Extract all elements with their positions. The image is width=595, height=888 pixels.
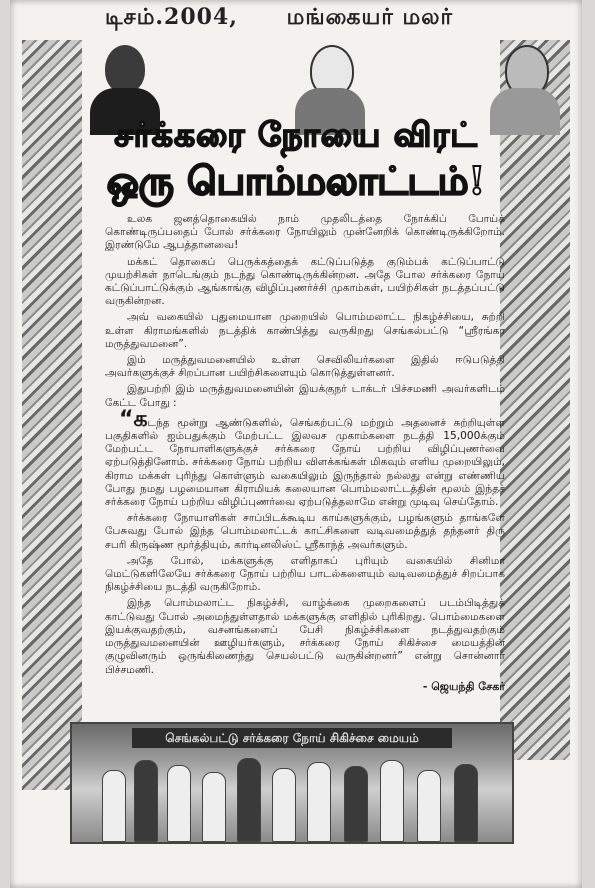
drop-cap: “க	[119, 406, 148, 432]
article-paragraph: இந்த பொம்மலாட்ட நிகழ்ச்சி, வாழ்க்கை முறைகளைப் படம்பிடித்துக் காட்டுவது போல் அமைந்துள்ளதால் மக்களுக்கு எளிதில் புரிகிறது. பொம்மைகளை இயக்குவதற்கும், வசனங்களைப் பேசி நிகழ்ச்சிகளை நடத்துவதற்கும் மருத்துவமனையின் ஊழியர்களும், சர்க்கரை நோய் சிகிச்சை மையத்தின் குழுவினரும் ஒருங்கிணைந்து செயல்பட்டு வருகின்றனர்” என்று சொன்னார் பிச்சமணி.	[105, 597, 505, 676]
photo-person	[202, 772, 226, 842]
photo-person	[102, 770, 126, 842]
quote-paragraph	[105, 406, 505, 509]
article-paragraph: இதுபற்றி இம் மருத்துவமனையின் இயக்குநர் டாக்டர் பிச்சமணி அவர்களிடம் கேட்ட போது :	[105, 383, 505, 409]
article-paragraph: மக்கட் தொகைப் பெருக்கத்தைக் கட்டுப்படுத்த குடும்பக் கட்டுப்பாட்டு முயற்சிகள் நாடெங்கும் நடந்து கொண்டிருக்கின்றன. அதே போல சர்க்கரை நோய் கட்டுப்பாட்டுக்கும் ஆங்காங்கு விழிப்புணர்ச்சி முகாம்கள், பயிற்சிகள் நடத்தப்பட்டு வருகின்றன.	[105, 255, 505, 308]
photo-person	[417, 770, 441, 842]
newspaper-clipping	[10, 0, 582, 888]
magazine-name: மங்கையர் மலர்	[286, 4, 453, 30]
photo-person	[272, 768, 296, 842]
article-paragraph: அதே போல், மக்களுக்கு எளிதாகப் புரியும் வகையில் சினிமா மெட்டுகளிலேயே சர்க்கரை நோய் பற்றிய பாடல்களையும் வடிவமைத்துச் சிறப்பாக நிகழ்ச்சியை நடத்தி வருகிறோம்.	[105, 554, 505, 594]
headline-line-1: சர்க்கரை நோயை விரட்	[114, 115, 478, 154]
photo-person	[237, 758, 261, 842]
photo-person	[307, 762, 331, 842]
headline-line-2: ஒரு பொம்மலாட்டம்!	[106, 158, 486, 203]
clipping-header	[105, 4, 453, 33]
photo-banner: செங்கல்பட்டு சர்க்கரை நோய் சிகிச்சை மையம்	[132, 728, 452, 748]
byline: - ஜெயந்தி சேகர்	[422, 679, 505, 693]
photo-person	[344, 766, 368, 842]
article-body	[105, 213, 505, 693]
event-photo	[70, 722, 514, 844]
photo-person	[454, 764, 478, 842]
quote-text: டந்த மூன்று ஆண்டுகளில், செங்கற்பட்டு மற்றும் அதனைச் சுற்றியுள்ள பகுதிகளில் ஐம்பதுக்கும் மேற்பட்ட இலவச முகாம்களை நடத்தி 15,000க்கும் மேற்பட்ட நோயாளிகளுக்குச் சர்க்கரை நோய் பற்றிய விழிப்புணர்வை ஏற்படுத்தினோம். சர்க்கரை நோய் பற்றிய விளக்கங்கள் மிகவும் எளிய முறையிலும், கிராம மக்கள் புரிந்து கொள்ளும் வகையிலும் இருந்தால் நல்லது என்று எண்ணிய போது நமது பழமையான கிராமியக் கலையான பொம்மலாட்டத்தின் மூலம் இந்தச் சர்க்கரை நோய் பற்றிய விழிப்புணர்வை ஏற்படுத்தலாமே என்று முடிவு செய்தோம்.	[105, 416, 505, 509]
article-paragraph: இம் மருத்துவமனையில் உள்ள செவிலியர்களை இதில் ஈடுபடுத்தி அவர்களுக்குச் சிறப்பான பயிற்சிகளையும் கொடுத்துள்ளனர்.	[105, 354, 505, 380]
photo-person	[134, 760, 158, 842]
article-paragraph: அவ் வகையில் புதுமையான முறையில் பொம்மலாட்ட நிகழ்ச்சியை, சுற்றி உள்ள கிராமங்களில் நடத்திக் காண்பித்து வருகிறது செங்கல்பட்டு “ஸ்ரீரங்கா மருத்துவமனை”.	[105, 311, 505, 350]
photo-person	[380, 760, 404, 842]
article-paragraph: சர்க்கரை நோயாளிகள் சாப்பிடக்கூடிய காய்களுக்கும், பழங்களும் தாங்களே பேசுவது போல் இந்த பொம்மலாட்டக் காட்சிகளை வடிவமைத்துத் தந்தனர் திரு சபரி கிருஷ்ண மூர்த்தியும், கார்டினலிஸ்ட் ஸ்ரீகாந்த் அவர்களும்.	[105, 512, 505, 551]
issue-date: டிசம்.2004,	[105, 4, 238, 30]
article-paragraph: உலக ஜனத்தொகையில் நாம் முதலிடத்தை நோக்கிப் போய்க் கொண்டிருப்பதைப் போல் சர்க்கரை நோயிலும் முன்னேறிக் கொண்டிருக்கிறோம். இரண்டுமே ஆபத்தானவை!	[105, 213, 505, 252]
photo-person	[167, 765, 191, 842]
